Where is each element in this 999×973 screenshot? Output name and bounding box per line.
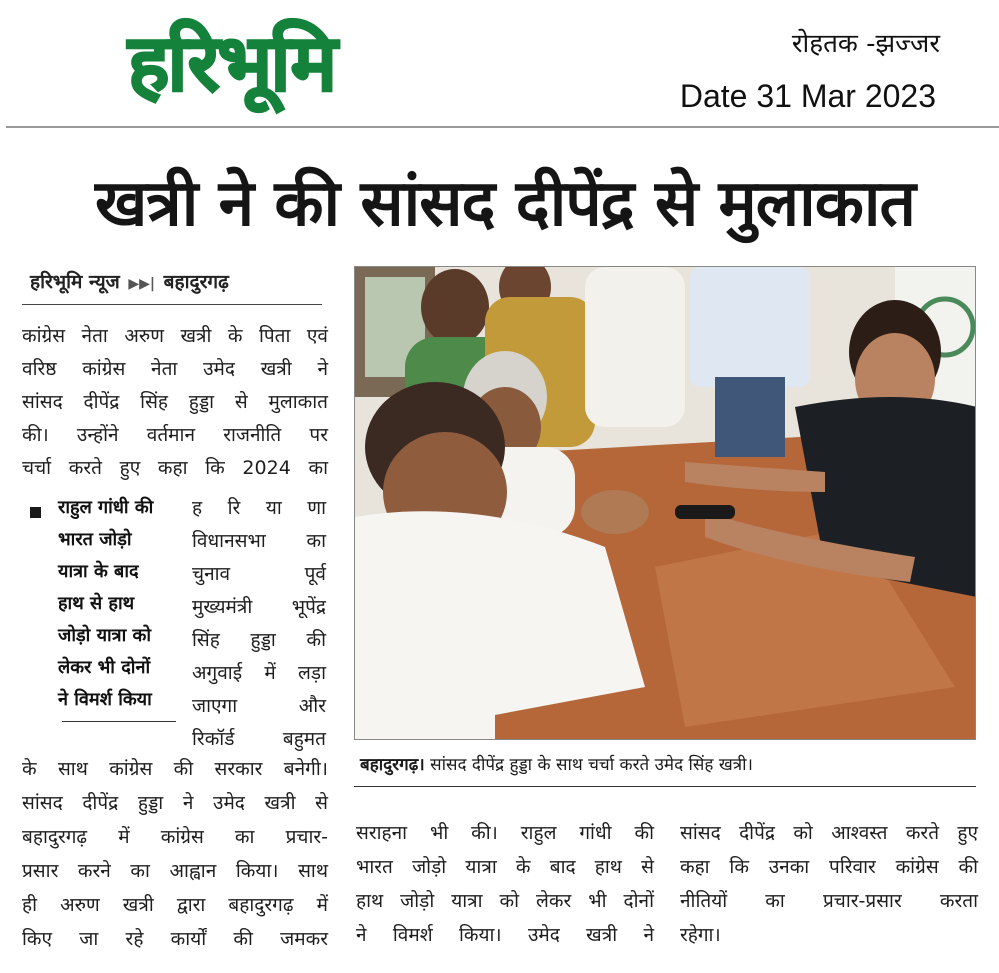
text-line: रिकॉर्ड बहुमत: [192, 728, 326, 750]
pull-quote-divider: [62, 721, 176, 722]
text-line: कहा कि उनका परिवार कांग्रेस की: [680, 856, 978, 878]
newspaper-masthead-logo: [128, 14, 508, 114]
text-line: सांसद दीपेंद्र हुड्डा ने उमेद खत्री से: [22, 792, 328, 814]
text-line: रहेगा।: [680, 924, 721, 946]
pull-quote-line: राहुल गांधी की: [58, 497, 154, 518]
text-line: कांग्रेस नेता अरुण खत्री के पिता एवं: [22, 325, 328, 347]
text-line: ही अरुण खत्री द्वारा बहादुरगढ़ में: [22, 894, 328, 916]
text-line: सांसद दीपेंद्र को आश्वस्त करते हुए: [680, 822, 978, 844]
article-column-1-bottom: [22, 753, 328, 957]
masthead-wordmark: हरिभूमि: [128, 19, 336, 109]
text-line: हाथ जोड़ो यात्रा को लेकर भी दोनों: [356, 890, 654, 912]
text-line: सिंह हुड्डा की: [192, 629, 326, 651]
caption-text: सांसद दीपेंद्र हुड्डा के साथ चर्चा करते उमेद सिंह खत्री।: [424, 755, 753, 775]
article-headline: खत्री ने की सांसद दीपेंद्र से मुलाकात: [95, 167, 915, 241]
text-line: सांसद दीपेंद्र सिंह हुड्डा से मुलाकात: [22, 391, 328, 413]
header-divider: [6, 126, 999, 128]
text-line: वरिष्ठ कांग्रेस नेता उमेद खत्री ने: [22, 358, 328, 380]
pull-quote-line: यात्रा के बाद: [58, 561, 139, 582]
text-line: की। उन्होंने वर्तमान राजनीति पर: [22, 424, 328, 446]
text-line: चुनाव पूर्व: [192, 563, 326, 585]
pull-quote-line: ने विमर्श किया: [58, 689, 152, 710]
text-line: के साथ कांग्रेस की सरकार बनेगी।: [22, 758, 328, 780]
text-line: बहादुरगढ़ में कांग्रेस का प्रचार-: [22, 826, 328, 848]
pull-quote-line: हाथ से हाथ: [58, 593, 135, 614]
pull-quote-line: जोड़ो यात्रा को: [58, 625, 152, 646]
article-column-1-narrow: [192, 492, 326, 756]
square-bullet-icon: [30, 507, 41, 518]
text-line: जाएगा और: [192, 695, 326, 717]
pull-quote-text: [58, 492, 198, 716]
pull-quote-line: भारत जोड़ो: [58, 529, 132, 550]
pull-quote-line: लेकर भी दोनों: [58, 657, 151, 678]
text-line: नीतियों का प्रचार-प्रसार करता: [680, 890, 978, 912]
news-photo: [354, 266, 976, 740]
text-line: ने विमर्श किया। उमेद खत्री ने: [356, 924, 654, 946]
byline-place: बहादुरगढ़: [163, 271, 229, 293]
text-line: किए जा रहे कार्यों की जमकर: [22, 928, 328, 950]
article-column-3: [680, 817, 978, 953]
text-line: ह रि या णा: [192, 497, 326, 519]
caption-divider: [354, 786, 976, 787]
publication-date: Date 31 Mar 2023: [679, 78, 936, 114]
text-line: प्रसार करने का आह्वान किया। साथ: [22, 860, 328, 882]
byline-source: हरिभूमि न्यूज: [30, 271, 120, 293]
article-column-1-top: [22, 320, 328, 485]
caption-place: बहादुरगढ़।: [360, 755, 425, 775]
byline: [30, 268, 320, 294]
edition-label: रोहतक -झज्जर: [791, 29, 940, 59]
text-line: सराहना भी की। राहुल गांधी की: [356, 822, 654, 844]
article-column-2: [356, 817, 654, 953]
text-line: मुख्यमंत्री भूपेंद्र: [192, 596, 326, 618]
text-line: चर्चा करते हुए कहा कि 2024 का: [22, 457, 328, 479]
photo-illustration: [355, 267, 976, 740]
byline-marker-icon: ▶▶|: [128, 276, 156, 292]
text-line: विधानसभा का: [192, 530, 326, 552]
photo-caption: [360, 752, 980, 775]
text-line: अगुवाई में लड़ा: [192, 662, 326, 684]
text-line: भारत जोड़ो यात्रा के बाद हाथ से: [356, 856, 654, 878]
byline-divider: [22, 304, 322, 305]
